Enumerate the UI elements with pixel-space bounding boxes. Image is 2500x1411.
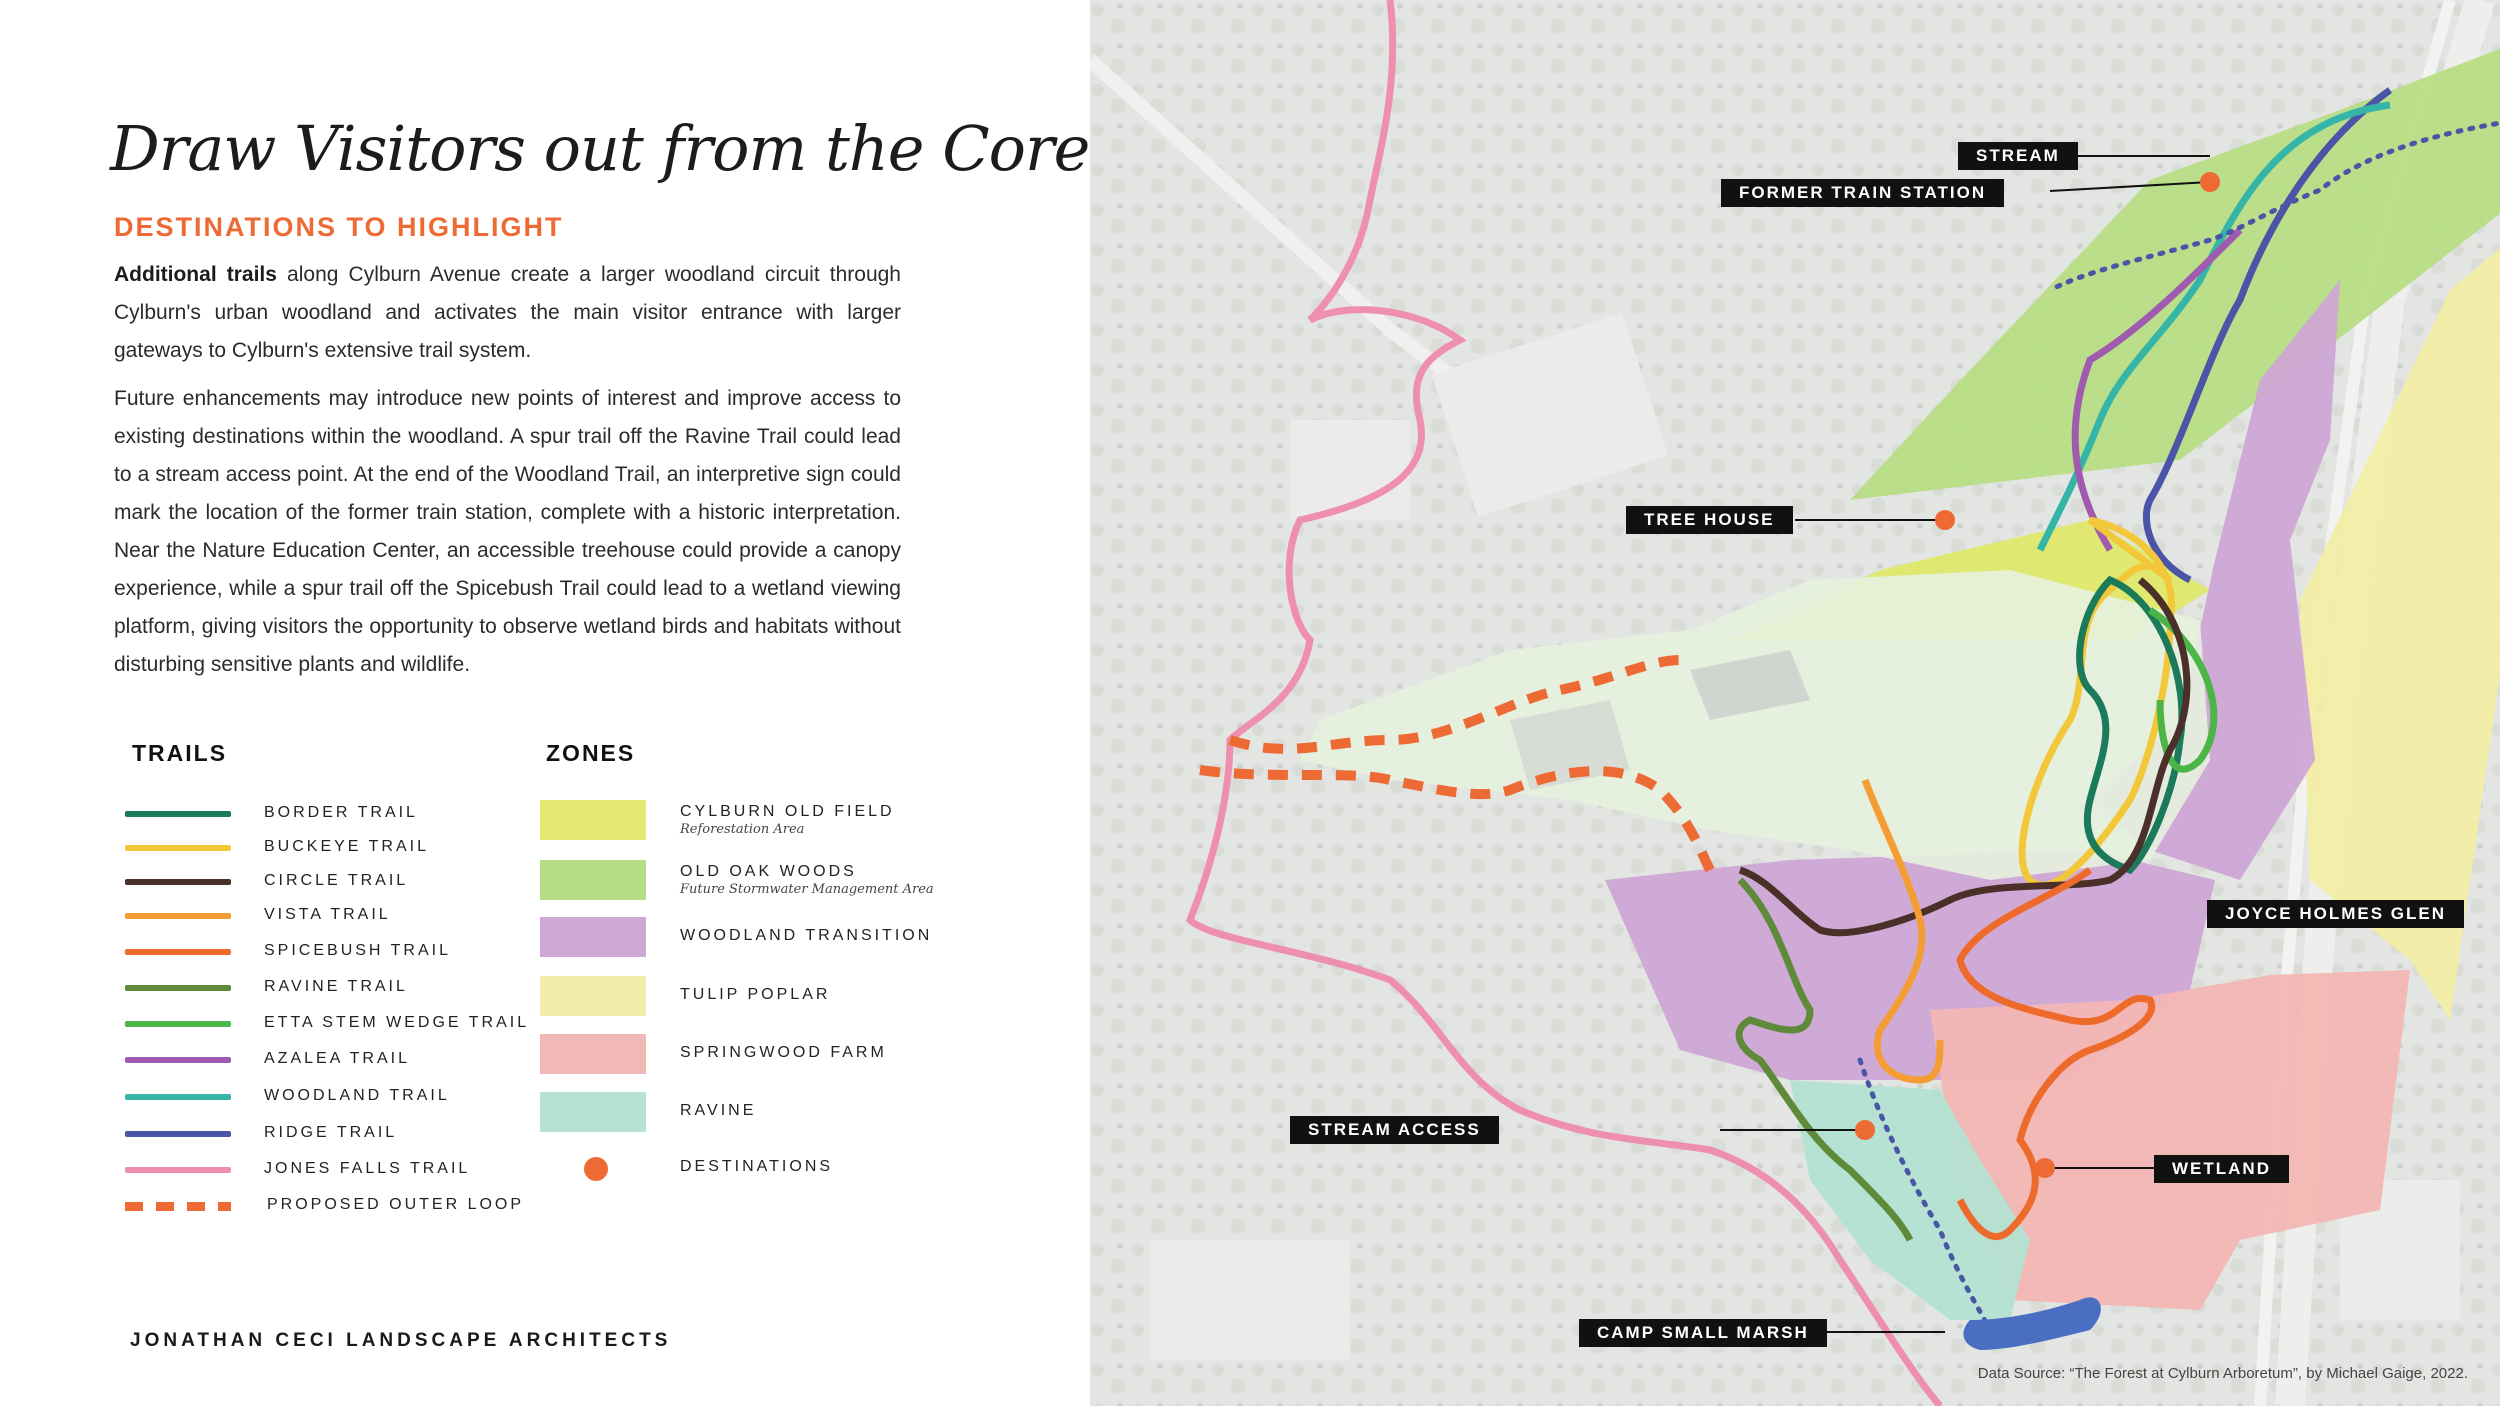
callout-former-train-station: FORMER TRAIN STATION bbox=[1721, 179, 2004, 207]
legend-label: AZALEA TRAIL bbox=[264, 1050, 410, 1067]
text-panel bbox=[0, 0, 1090, 1406]
legend-label: TULIP POPLAR bbox=[680, 986, 831, 1003]
legend-label: ETTA STEM WEDGE TRAIL bbox=[264, 1014, 530, 1031]
paragraph-1-bold: Additional trails bbox=[114, 263, 277, 286]
callout-stream-access: STREAM ACCESS bbox=[1290, 1116, 1499, 1144]
legend-label: OLD OAK WOODS bbox=[680, 863, 857, 880]
legend-label: JONES FALLS TRAIL bbox=[264, 1160, 471, 1177]
callout-camp-small-marsh: CAMP SMALL MARSH bbox=[1579, 1319, 1827, 1347]
map-canvas bbox=[1090, 0, 2500, 1406]
section-subtitle: DESTINATIONS TO HIGHLIGHT bbox=[114, 212, 564, 242]
legend-label: SPRINGWOOD FARM bbox=[680, 1044, 887, 1061]
legend-label: WOODLAND TRAIL bbox=[264, 1087, 450, 1104]
woodland-trail-swatch bbox=[125, 1094, 231, 1100]
border-trail-swatch bbox=[125, 811, 231, 817]
legend-sublabel: Reforestation Area bbox=[680, 822, 805, 837]
destination-tree-house bbox=[1935, 510, 1955, 530]
tulip-poplar-swatch bbox=[540, 976, 646, 1016]
azalea-trail-swatch bbox=[125, 1057, 231, 1063]
vista-trail-swatch bbox=[125, 913, 231, 919]
legend-label: DESTINATIONS bbox=[680, 1158, 834, 1175]
paragraph-2: Future enhancements may introduce new points of interest and improve access to existing destinations within the woodland. A spur trail off the Ravine Trail could lead to a stream access point. At the end of the Woodland Trail, an interpretive sign could mark the location of the former train station, complete with a historic interpretation. Near the Nature Education Center, an accessible treehouse could provide a canopy experience, while a spur trail off the Spicebush Trail could lead to a wetland viewing platform, giving visitors the opportunity to observe wetland birds and habitats without disturbing sensitive plants and wildlife. bbox=[114, 387, 901, 676]
spicebush-trail-swatch bbox=[125, 949, 231, 955]
springwood-farm-swatch bbox=[540, 1034, 646, 1074]
woodland-transition-swatch bbox=[540, 917, 646, 957]
legend-label: BORDER TRAIL bbox=[264, 804, 418, 821]
legend-label: WOODLAND TRANSITION bbox=[680, 927, 933, 944]
legend-label: RIDGE TRAIL bbox=[264, 1124, 398, 1141]
paragraph-1 bbox=[114, 256, 901, 370]
ridge-trail-swatch bbox=[125, 1131, 231, 1137]
paragraph-1-text: along Cylburn Avenue create a larger woodland circuit through Cylburn's urban woodland and activates the main visitor entrance with larger gateways to Cylburn's extensive trail system. bbox=[114, 263, 901, 362]
legend-label: CIRCLE TRAIL bbox=[264, 872, 409, 889]
ravine-trail-swatch bbox=[125, 985, 231, 991]
zones-heading: ZONES bbox=[546, 740, 636, 766]
trails-heading: TRAILS bbox=[132, 740, 228, 766]
etta-stem-wedge-trail-swatch bbox=[125, 1021, 231, 1027]
callout-wetland: WETLAND bbox=[2154, 1155, 2289, 1183]
proposed-outer-loop-swatch bbox=[125, 1202, 231, 1211]
legend-label: VISTA TRAIL bbox=[264, 906, 391, 923]
destination-stream-access bbox=[1855, 1120, 1875, 1140]
legend-label: SPICEBUSH TRAIL bbox=[264, 942, 451, 959]
buckeye-trail-swatch bbox=[125, 845, 231, 851]
destination-dot-icon bbox=[584, 1157, 608, 1181]
legend-label: BUCKEYE TRAIL bbox=[264, 838, 429, 855]
legend-label: CYLBURN OLD FIELD bbox=[680, 803, 895, 820]
data-source-note: Data Source: “The Forest at Cylburn Arboretum”, by Michael Gaige, 2022. bbox=[1977, 1365, 2468, 1382]
destination-wetland bbox=[2035, 1158, 2055, 1178]
legend-sublabel: Future Stormwater Management Area bbox=[680, 882, 934, 897]
legend-label: PROPOSED OUTER LOOP bbox=[267, 1196, 525, 1213]
callout-stream: STREAM bbox=[1958, 142, 2078, 170]
legend-label: RAVINE bbox=[680, 1102, 757, 1119]
destination-former-train-station bbox=[2200, 172, 2220, 192]
jones-falls-trail-swatch bbox=[125, 1167, 231, 1173]
firm-name: JONATHAN CECI LANDSCAPE ARCHITECTS bbox=[130, 1330, 672, 1351]
cylburn-old-field-swatch bbox=[540, 800, 646, 840]
legend-label: RAVINE TRAIL bbox=[264, 978, 408, 995]
old-oak-woods-swatch bbox=[540, 860, 646, 900]
callout-tree-house: TREE HOUSE bbox=[1626, 506, 1793, 534]
building-cluster bbox=[1150, 1240, 1350, 1360]
ravine-swatch bbox=[540, 1092, 646, 1132]
page-title: Draw Visitors out from the Core bbox=[110, 112, 1090, 185]
callout-joyce-holmes-glen: JOYCE HOLMES GLEN bbox=[2207, 900, 2464, 928]
trail-map bbox=[1090, 0, 2500, 1406]
circle-trail-swatch bbox=[125, 879, 231, 885]
